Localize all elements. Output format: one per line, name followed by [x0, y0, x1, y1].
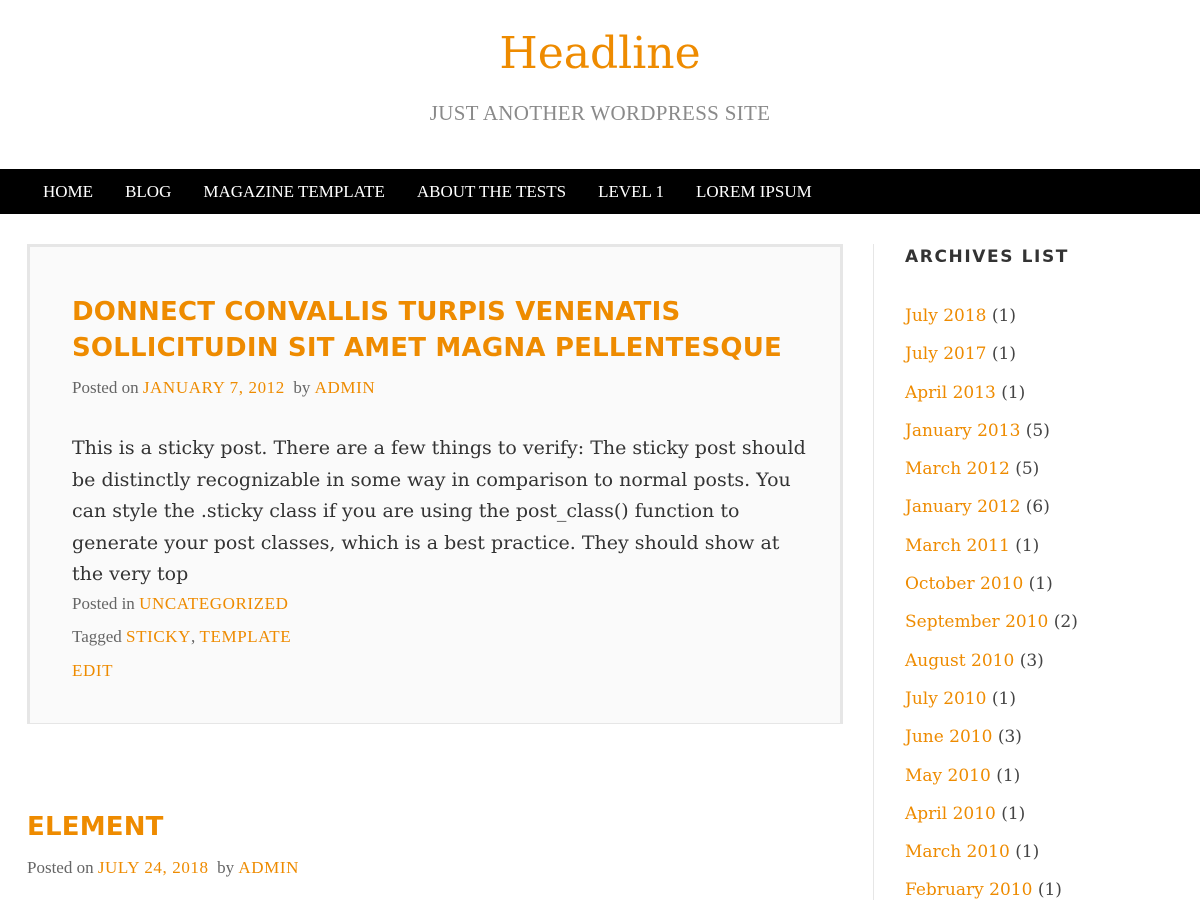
- post-date-link[interactable]: JULY 24, 2018: [97, 858, 209, 877]
- edit-link[interactable]: EDIT: [72, 661, 114, 680]
- archive-item: [905, 610, 1078, 648]
- archive-item: [905, 457, 1078, 495]
- archive-item: [905, 802, 1078, 840]
- archive-link[interactable]: April 2013: [905, 382, 996, 403]
- archive-item: [905, 495, 1078, 533]
- archive-link[interactable]: January 2013: [905, 420, 1021, 441]
- archive-count: (1): [991, 306, 1016, 326]
- archive-count: (3): [997, 727, 1022, 748]
- nav-item-magazine-template[interactable]: MAGAZINE TEMPLATE: [203, 182, 385, 201]
- sticky-post: [27, 244, 843, 724]
- archive-count: (1): [1015, 842, 1040, 863]
- post-categories: [72, 593, 289, 615]
- archive-count: (1): [1001, 803, 1026, 824]
- tag-separator: ,: [191, 627, 196, 646]
- archive-count: (1): [991, 688, 1016, 709]
- archive-item: [905, 649, 1078, 687]
- category-link[interactable]: UNCATEGORIZED: [139, 594, 289, 613]
- archive-link[interactable]: July 2017: [905, 344, 987, 365]
- archive-count: (3): [1019, 650, 1044, 671]
- archives-widget-title: ARCHIVES LIST: [905, 247, 1070, 267]
- archive-link[interactable]: March 2010: [905, 842, 1010, 863]
- archive-item: [905, 419, 1078, 457]
- archive-count: (1): [1037, 880, 1062, 901]
- nav-item-blog[interactable]: BLOG: [125, 182, 172, 201]
- archive-link[interactable]: April 2010: [905, 803, 996, 824]
- tagged-label: Tagged: [72, 627, 122, 646]
- archive-link[interactable]: September 2010: [905, 612, 1049, 633]
- post-tags: [72, 626, 291, 648]
- archive-count: (2): [1053, 612, 1078, 633]
- by-label: by: [217, 858, 235, 877]
- posted-on-label: Posted on: [27, 858, 94, 877]
- archive-count: (1): [1001, 382, 1026, 403]
- archive-item: [905, 304, 1078, 342]
- archive-link[interactable]: July 2010: [905, 688, 987, 709]
- archive-link[interactable]: May 2010: [905, 765, 991, 786]
- site-tagline: JUST ANOTHER WORDPRESS SITE: [429, 101, 771, 125]
- post-title[interactable]: ELEMENT: [27, 812, 164, 842]
- post-title[interactable]: DONNECT CONVALLIS TURPIS VENENATIS SOLLICITUDIN SIT AMET MAGNA PELLENTESQUE: [72, 297, 782, 363]
- archive-link[interactable]: January 2012: [905, 497, 1021, 518]
- main-navigation: [0, 169, 1200, 214]
- archive-link[interactable]: June 2010: [905, 727, 993, 748]
- post-meta: [27, 856, 299, 880]
- by-label: by: [293, 378, 311, 397]
- author-link[interactable]: ADMIN: [238, 858, 299, 877]
- sidebar: [873, 244, 1200, 900]
- tag-link-template[interactable]: TEMPLATE: [199, 627, 292, 646]
- post-edit: [72, 660, 113, 682]
- archive-item: [905, 342, 1078, 380]
- archive-count: (5): [1015, 459, 1040, 480]
- post-meta: [72, 376, 375, 400]
- tag-link-sticky[interactable]: STICKY: [126, 627, 192, 646]
- posted-in-label: Posted in: [72, 594, 135, 613]
- nav-item-about-the-tests[interactable]: ABOUT THE TESTS: [416, 182, 567, 201]
- archive-item: [905, 534, 1078, 572]
- archive-item: [905, 572, 1078, 610]
- archive-item: [905, 687, 1078, 725]
- posted-on-label: Posted on: [72, 378, 139, 397]
- archive-link[interactable]: March 2012: [905, 459, 1010, 480]
- author-link[interactable]: ADMIN: [314, 378, 376, 397]
- archive-count: (5): [1025, 420, 1050, 441]
- archive-link[interactable]: August 2010: [905, 650, 1015, 671]
- archives-list: [905, 304, 1078, 917]
- nav-item-level-1[interactable]: LEVEL 1: [598, 182, 665, 201]
- archive-link[interactable]: February 2010: [905, 880, 1033, 901]
- archive-item: [905, 878, 1078, 916]
- main-content: [27, 244, 843, 877]
- archive-count: (1): [996, 765, 1021, 786]
- post-date-link[interactable]: JANUARY 7, 2012: [142, 378, 285, 397]
- archive-link[interactable]: October 2010: [905, 574, 1024, 595]
- archive-count: (1): [991, 344, 1016, 365]
- archive-item: [905, 381, 1078, 419]
- archive-link[interactable]: March 2011: [905, 535, 1010, 556]
- archive-count: (6): [1025, 497, 1050, 518]
- nav-menu: [0, 169, 1200, 214]
- archive-item: [905, 840, 1078, 878]
- archive-count: (1): [1015, 535, 1040, 556]
- nav-item-lorem-ipsum[interactable]: LOREM IPSUM: [696, 182, 812, 201]
- archive-link[interactable]: July 2018: [905, 306, 987, 326]
- site-title[interactable]: Headline: [499, 28, 701, 79]
- archive-count: (1): [1028, 574, 1053, 595]
- post-excerpt: This is a sticky post. There are a few things to verify: The sticky post should be distinctly recognizable in some way in comparison to normal posts. You can style the .sticky class if you are using the post_class() function to generate your post classes, which is a best practice. They should show at the very top: [72, 437, 806, 585]
- archive-item: [905, 764, 1078, 802]
- archive-item: [905, 725, 1078, 763]
- site-header: [0, 0, 1200, 169]
- nav-item-home[interactable]: HOME: [43, 182, 94, 201]
